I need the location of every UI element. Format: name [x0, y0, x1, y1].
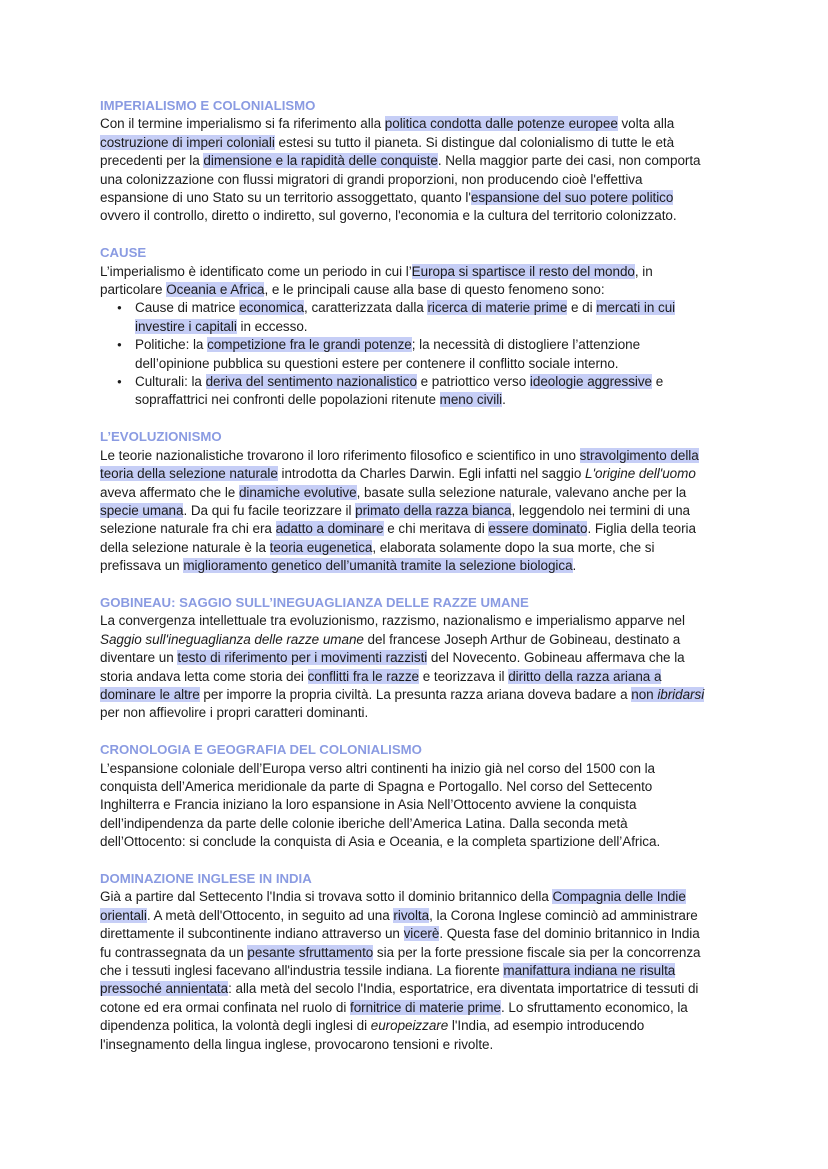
section-heading: L’EVOLUZIONISMO [100, 429, 222, 445]
text-run: precedenti per la [100, 153, 204, 169]
text-line [135, 391, 740, 409]
text-run: particolare [100, 282, 167, 298]
text-run: volta alla [617, 116, 675, 132]
text-run: Con il termine imperialismo si fa riferimento alla [100, 116, 385, 132]
text-run: , la Corona Inglese cominciò ad amministrare [429, 907, 698, 923]
text-run: direttamente il subcontinente indiano attraverso un [100, 926, 404, 942]
text-line [100, 447, 740, 465]
italic-text: L'origine dell'uomo [585, 466, 696, 482]
text-line [100, 631, 740, 649]
text-line [135, 299, 740, 317]
text-line [100, 115, 740, 133]
section-heading: IMPERIALISMO E COLONIALISMO [100, 98, 316, 113]
text-run: . Lo sfruttamento economico, la [500, 999, 688, 1015]
highlighted-text: dominare le altre [100, 686, 200, 702]
text-line [100, 171, 740, 189]
highlighted-text: investire i capitali [135, 318, 237, 334]
text-run: Le teorie nazionalistiche trovarono il loro riferimento filosofico e scientifico in uno [100, 447, 580, 463]
text-run: . Da qui fu facile teorizzare il [183, 502, 356, 518]
highlighted-text: mercati in cui [596, 300, 676, 316]
text-run: ; la necessità di distogliere l’attenzione [411, 337, 641, 353]
text-run: e teorizzava il [419, 668, 509, 684]
text-line [100, 189, 740, 207]
text-line [100, 134, 740, 152]
section-heading: CRONOLOGIA E GEOGRAFIA DEL COLONIALISMO [100, 742, 422, 758]
text-line [100, 704, 740, 722]
highlighted-text: rivolta [393, 907, 430, 923]
text-run: in eccesso. [236, 318, 308, 334]
text-run: dell’Ottocento: si conclude la conquista di Asia e Oceania, e la completa spartizione dell’Africa. [100, 834, 661, 850]
section [100, 244, 740, 410]
text-run: e chi meritava di [383, 521, 489, 537]
highlighted-text: dinamiche evolutive [238, 484, 357, 500]
highlighted-text: specie umana [100, 502, 184, 518]
text-run: Politiche: la [135, 337, 208, 353]
highlighted-text: teoria eugenetica [269, 539, 373, 555]
section-heading: DOMINAZIONE INGLESE IN INDIA [100, 870, 312, 886]
section [100, 428, 740, 575]
text-run: sopraffattrici nei confronti delle popolazioni ritenute [135, 392, 440, 408]
highlighted-text: essere dominato [488, 521, 588, 537]
text-line [100, 152, 740, 170]
text-run: La convergenza intellettuale tra evoluzionismo, razzismo, nazionalismo e imperialismo apparve nel [100, 613, 685, 629]
text-line [100, 263, 740, 281]
highlighted-text: fornitrice di materie prime [350, 999, 501, 1015]
text-run: . Figlia della teoria [587, 521, 696, 537]
highlighted-text: orientali [100, 907, 147, 923]
text-run: fu contrassegnata da un [100, 944, 248, 960]
section [100, 870, 740, 1054]
text-run: . A metà dell'Ottocento, in seguito ad una [146, 907, 394, 923]
text-run: e patriottico verso [416, 374, 530, 390]
text-run: e [652, 374, 664, 390]
highlighted-text: conflitti fra le razze [307, 668, 420, 684]
text-line [100, 539, 740, 557]
text-run: , in [634, 263, 653, 279]
text-line [100, 502, 740, 520]
highlighted-text: ricerca di materie prime [427, 300, 568, 316]
text-run: L’espansione coloniale dell’Europa verso altri continenti ha inizio già nel corso del 1500 con la [100, 760, 656, 776]
text-run: l'India, ad esempio introducendo [448, 1018, 645, 1034]
section [100, 741, 740, 851]
bullet-item [100, 299, 740, 336]
section-heading: CAUSE [100, 245, 147, 261]
text-line [100, 944, 740, 962]
text-run: prefissava un [100, 558, 184, 574]
highlighted-text: non [631, 686, 658, 702]
text-run: Inghilterra e Francia iniziano la loro espansione in Asia Nell’Ottocento avviene la conquista [100, 797, 637, 813]
bullet-item [100, 336, 740, 373]
highlighted-text: politica condotta dalle potenze europee [384, 116, 618, 132]
text-line [100, 760, 740, 778]
highlighted-text: espansione del suo potere politico [470, 190, 674, 206]
text-run: l'insegnamento della lingua inglese, provocarono tensioni e rivolte. [100, 1036, 494, 1052]
highlighted-text: dimensione e la rapidità delle conquiste [203, 153, 438, 169]
text-run: per imporre la propria civiltà. La presunta razza ariana doveva badare a [199, 686, 632, 702]
text-run: cotone ed era ormai confinata nel ruolo di [100, 999, 351, 1015]
text-line [100, 649, 740, 667]
highlighted-text: ideologie aggressive [529, 374, 653, 390]
text-run: dell’opinione pubblica su questioni estere per contenere il conflitto sociale interno. [135, 355, 619, 371]
text-line [100, 907, 740, 925]
text-run: conquista dell’America meridionale da parte di Spagna e Portogallo. Nel corso del Settecento [100, 778, 653, 794]
document-page [100, 97, 740, 1072]
highlighted-text: miglioramento genetico dell’umanità tramite la selezione biologica [183, 558, 573, 574]
text-run: , basate sulla selezione naturale, valevano anche per la [356, 484, 687, 500]
text-line [100, 1017, 740, 1035]
text-line [135, 373, 740, 391]
text-line [135, 355, 740, 373]
section [100, 594, 740, 723]
text-run: . Nella maggior parte dei casi, non comporta [437, 153, 701, 169]
text-line [135, 336, 740, 354]
text-run: espansione di uno Stato su un territorio assoggettato, quanto l' [100, 190, 471, 206]
text-run: estesi su tutto il pianeta. Si distingue dal colonialismo di tutte le età [274, 134, 675, 150]
text-run: dell’indipendenza da parte delle colonie iberiche dell’America Latina. Dalla seconda metà [100, 815, 628, 831]
text-run: che i tessuti inglesi facevano all'industria tessile indiana. La fiorente [100, 963, 504, 979]
highlighted-text: stravolgimento della [579, 447, 699, 463]
highlighted-text: manifattura indiana ne risulta [503, 963, 676, 979]
highlighted-text: Europa si spartisce il resto del mondo [411, 263, 635, 279]
text-line [100, 796, 740, 814]
bullet-item [100, 373, 740, 410]
text-run: L’imperialismo è identificato come un periodo in cui l’ [100, 263, 412, 279]
text-line [100, 207, 740, 225]
text-run: Culturali: la [135, 374, 206, 390]
text-run: Già a partire dal Settecento l'India si trovava sotto il dominio britannico della [100, 889, 553, 905]
text-line [100, 1036, 740, 1054]
highlighted-text: testo di riferimento per i movimenti razzisti [177, 650, 428, 666]
text-line [100, 686, 740, 704]
text-run: . [502, 392, 506, 408]
bullet-list [100, 299, 740, 409]
text-run: per non affievolire i propri caratteri dominanti. [100, 705, 369, 721]
highlighted-italic-text: ibridarsi [657, 686, 705, 702]
text-run: . [572, 558, 577, 574]
highlighted-text: vicerè [403, 926, 440, 942]
text-line [100, 888, 740, 906]
text-line [100, 520, 740, 538]
italic-text: Saggio sull'ineguaglianza delle razze umane [100, 631, 364, 647]
text-run: del Novecento. Gobineau affermava che la [427, 650, 685, 666]
highlighted-text: diritto della razza ariana a [508, 668, 662, 684]
highlighted-text: primato della razza bianca [355, 502, 512, 518]
text-run: : alla metà del secolo l'India, esportatrice, era diventata importatrice di tessuti di [228, 981, 699, 997]
highlighted-text: deriva del sentimento nazionalistico [205, 374, 417, 390]
text-run: storia andava letta come storia dei [100, 668, 308, 684]
text-run: della selezione naturale è la [100, 539, 270, 555]
text-run: aveva affermato che le [100, 484, 239, 500]
text-line [100, 668, 740, 686]
text-run: diventare un [100, 650, 178, 666]
highlighted-text: competizione fra le grandi potenze [207, 337, 412, 353]
text-line [100, 962, 740, 980]
highlighted-text: pressoché annientata [100, 981, 229, 997]
text-run: introdotta da Charles Darwin. Egli infatti nel saggio [277, 466, 585, 482]
text-line [100, 465, 740, 483]
text-run: selezione naturale fra chi era [100, 521, 276, 537]
highlighted-text: meno civili [439, 392, 503, 408]
highlighted-text: Compagnia delle Indie [552, 889, 686, 905]
section-heading: GOBINEAU: SAGGIO SULL’INEGUAGLIANZA DELLE RAZZE UMANE [100, 594, 529, 610]
text-line [100, 484, 740, 502]
highlighted-text: teoria della selezione naturale [100, 466, 278, 482]
text-line [135, 318, 740, 336]
text-run: , leggendolo nei termini di una [511, 502, 691, 518]
text-line [100, 612, 740, 630]
text-line [100, 557, 740, 575]
text-run: ovvero il controllo, diretto o indiretto, sul governo, l'economia e la cultura del territorio colonizzato. [100, 208, 677, 224]
text-line [100, 281, 740, 299]
highlighted-text: pesante sfruttamento [247, 944, 374, 960]
text-line [100, 778, 740, 796]
text-run: dipendenza politica, la volontà degli inglesi di [100, 1018, 371, 1034]
text-run: , e le principali cause alla base di questo fenomeno sono: [264, 282, 605, 298]
text-run: . Questa fase del dominio britannico in India [439, 926, 700, 942]
highlighted-text: economica [239, 300, 305, 316]
text-run: Cause di matrice [135, 300, 240, 316]
highlighted-text: costruzione di imperi coloniali [100, 134, 275, 150]
italic-text: europeizzare [370, 1018, 449, 1034]
text-run: una colonizzazione con flussi migratori di grandi proporzioni, non producendo cioè l'effettiva [100, 171, 643, 187]
text-run: e di [567, 300, 597, 316]
text-line [100, 833, 740, 851]
text-line [100, 815, 740, 833]
text-run: sia per la forte pressione fiscale sia per la concorrenza [373, 944, 701, 960]
text-line [100, 999, 740, 1017]
text-run: del francese Joseph Arthur de Gobineau, destinato a [363, 631, 681, 647]
highlighted-text: adatto a dominare [275, 521, 384, 537]
text-line [100, 980, 740, 998]
text-run: , caratterizzata dalla [304, 300, 428, 316]
section [100, 97, 740, 226]
highlighted-text: Oceania e Africa [166, 282, 265, 298]
text-line [100, 925, 740, 943]
text-run: , elaborata solamente dopo la sua morte, che si [372, 539, 655, 555]
